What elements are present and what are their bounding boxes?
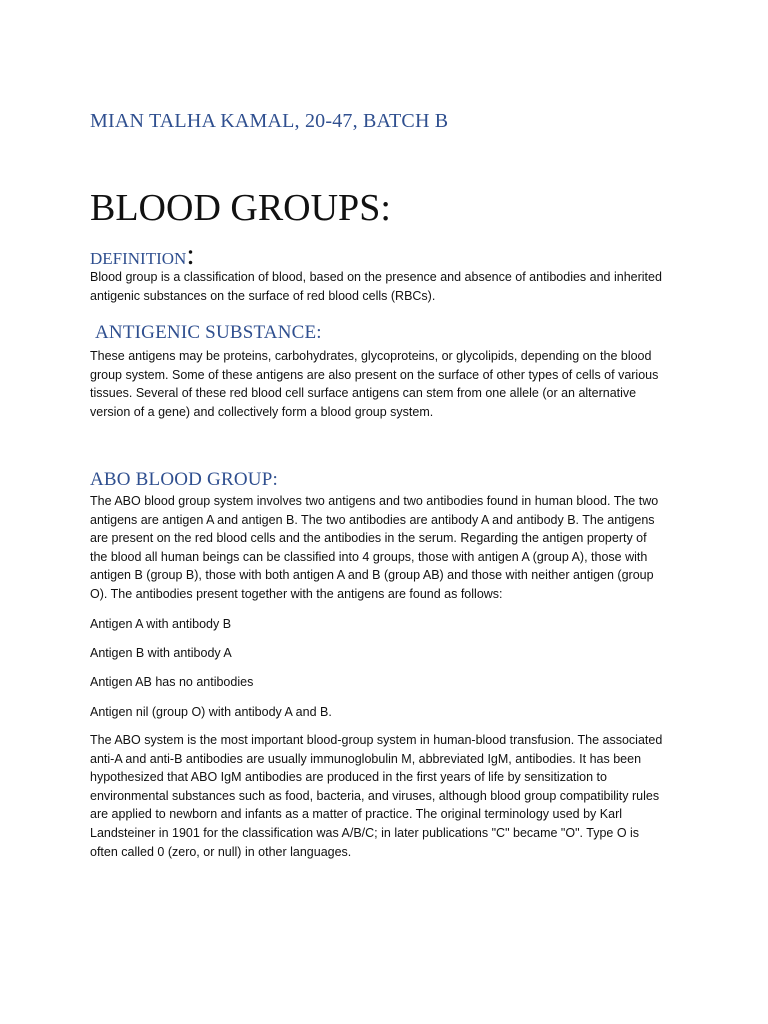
document-title: BLOOD GROUPS:	[90, 187, 391, 229]
paragraph-line: antigenic substances on the surface of red blood cells (RBCs).	[90, 288, 436, 303]
definition-heading-colon: :	[186, 238, 195, 271]
paragraph-line: antigen B (group B), those with both antigen A and B (group AB) and those with neither antigen (group	[90, 568, 654, 583]
paragraph-line: Blood group is a classification of blood, based on the presence and absence of antibodies and inherited	[90, 270, 662, 284]
paragraph-line: version of a gene) and collectively form a blood group system.	[90, 404, 434, 419]
abo-blood-group-heading: ABO BLOOD GROUP:	[90, 469, 278, 490]
paragraph-line: often called 0 (zero, or null) in other languages.	[90, 844, 352, 859]
antigenic-substance-heading: ANTIGENIC SUBSTANCE:	[95, 322, 322, 343]
list-item: Antigen B with antibody A	[90, 646, 232, 660]
definition-heading	[90, 240, 195, 270]
list-item: Antigen AB has no antibodies	[90, 675, 254, 689]
paragraph-line: These antigens may be proteins, carbohydrates, glycoproteins, or glycolipids, depending on the blood	[90, 349, 652, 363]
paragraph-line: anti-A and anti-B antibodies are usually immunoglobulin M, abbreviated IgM, antibodies. It has been	[90, 751, 642, 766]
paragraph-line: group system. Some of these antigens are also present on the surface of other types of cells of various	[90, 367, 659, 382]
definition-paragraph	[90, 268, 680, 305]
definition-heading-text: DEFINITION	[90, 249, 187, 268]
paragraph-line: O). The antibodies present together with the antigens are found as follows:	[90, 586, 503, 601]
paragraph-line: environmental substances such as food, bacteria, and viruses, although blood group compatibility rules	[90, 788, 660, 803]
author-line: MIAN TALHA KAMAL, 20-47, BATCH B	[90, 110, 449, 132]
list-item: Antigen nil (group O) with antibody A and B.	[90, 705, 332, 719]
paragraph-line: hypothesized that ABO IgM antibodies are produced in the first years of life by sensitization to	[90, 770, 607, 785]
paragraph-line: antigens are antigen A and antigen B. The two antibodies are antibody A and antibody B. The antigens	[90, 512, 655, 527]
paragraph-line: the blood all human beings can be classified into 4 groups, those with antigen A (group A), those with	[90, 549, 648, 564]
paragraph-line: The ABO blood group system involves two antigens and two antibodies found in human blood. The two	[90, 494, 659, 508]
paragraph-line: Landsteiner in 1901 for the classification was A/B/C; in later publications "C" became "O". Type O is	[90, 825, 640, 840]
paragraph-line: tissues. Several of these red blood cell surface antigens can stem from one allele (or an alternative	[90, 386, 637, 401]
paragraph-line: are applied to newborn and infants as a matter of practice. The original terminology used by Karl	[90, 807, 623, 822]
abo-closing-paragraph	[90, 731, 680, 861]
antigenic-paragraph	[90, 347, 680, 421]
list-item: Antigen A with antibody B	[90, 617, 232, 631]
paragraph-line: are present on the red blood cells and the antibodies in the serum. Regarding the antigen property of	[90, 531, 647, 546]
paragraph-line: The ABO system is the most important blood-group system in human-blood transfusion. The associated	[90, 733, 663, 747]
abo-intro-paragraph	[90, 492, 680, 604]
